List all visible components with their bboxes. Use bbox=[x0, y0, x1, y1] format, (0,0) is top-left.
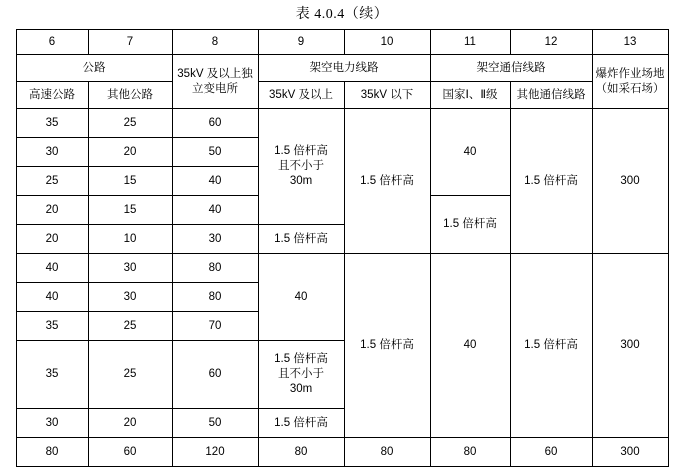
cell-comm-other-block1: 1.5 倍杆高 bbox=[510, 109, 592, 254]
cell-substation: 70 bbox=[172, 312, 258, 341]
col-number-9: 9 bbox=[258, 30, 344, 55]
header-comm-other: 其他通信线路 bbox=[510, 82, 592, 109]
cell-other-highway: 30 bbox=[88, 254, 172, 283]
cell-substation: 40 bbox=[172, 196, 258, 225]
cell-power-above-block4 bbox=[258, 341, 344, 409]
cell-expressway: 20 bbox=[16, 196, 88, 225]
cell-expressway: 20 bbox=[16, 225, 88, 254]
cell-power-above-last: 80 bbox=[258, 438, 344, 467]
power-above-line2: 且不小于 bbox=[278, 368, 324, 380]
cell-substation: 40 bbox=[172, 167, 258, 196]
cell-substation: 60 bbox=[172, 109, 258, 138]
cell-other-highway: 25 bbox=[88, 312, 172, 341]
cell-other-highway: 30 bbox=[88, 283, 172, 312]
cell-power-below-block2: 1.5 倍杆高 bbox=[344, 254, 430, 438]
header-expressway: 高速公路 bbox=[16, 82, 88, 109]
header-blasting: 爆炸作业场地（如采石场） bbox=[592, 55, 668, 109]
table-row bbox=[16, 109, 668, 138]
cell-other-highway: 25 bbox=[88, 109, 172, 138]
cell-other-highway: 20 bbox=[88, 138, 172, 167]
power-above-line3: 30m bbox=[289, 175, 313, 187]
cell-expressway: 30 bbox=[16, 409, 88, 438]
table-row-column-numbers bbox=[16, 30, 668, 55]
cell-power-below-block1: 1.5 倍杆高 bbox=[344, 109, 430, 254]
cell-other-highway: 15 bbox=[88, 167, 172, 196]
col-number-8: 8 bbox=[172, 30, 258, 55]
cell-other-highway: 20 bbox=[88, 409, 172, 438]
table-row bbox=[16, 438, 668, 467]
cell-substation: 80 bbox=[172, 283, 258, 312]
col-number-6: 6 bbox=[16, 30, 88, 55]
cell-expressway: 35 bbox=[16, 341, 88, 409]
cell-expressway: 40 bbox=[16, 283, 88, 312]
cell-substation: 50 bbox=[172, 138, 258, 167]
header-other-highway: 其他公路 bbox=[88, 82, 172, 109]
cell-substation: 120 bbox=[172, 438, 258, 467]
cell-other-highway: 60 bbox=[88, 438, 172, 467]
table-row bbox=[16, 254, 668, 283]
cell-comm-other-last: 60 bbox=[510, 438, 592, 467]
power-above-line1: 1.5 倍杆高 bbox=[274, 353, 328, 365]
cell-comm-national-block3: 40 bbox=[430, 254, 510, 438]
cell-blasting-block1: 300 bbox=[592, 109, 668, 254]
cell-expressway: 35 bbox=[16, 312, 88, 341]
cell-blasting-block2: 300 bbox=[592, 254, 668, 438]
cell-power-above-block5: 1.5 倍杆高 bbox=[258, 409, 344, 438]
col-number-10: 10 bbox=[344, 30, 430, 55]
data-table bbox=[16, 29, 669, 467]
cell-substation: 80 bbox=[172, 254, 258, 283]
cell-substation: 50 bbox=[172, 409, 258, 438]
cell-power-above-block1 bbox=[258, 109, 344, 225]
cell-other-highway: 15 bbox=[88, 196, 172, 225]
col-number-7: 7 bbox=[88, 30, 172, 55]
cell-substation: 60 bbox=[172, 341, 258, 409]
cell-power-above-block3: 40 bbox=[258, 254, 344, 341]
cell-other-highway: 10 bbox=[88, 225, 172, 254]
page-title: 表 4.0.4（续） bbox=[295, 7, 389, 22]
cell-expressway: 35 bbox=[16, 109, 88, 138]
power-above-line2: 且不小于 bbox=[278, 160, 324, 172]
cell-comm-national-block1: 40 bbox=[430, 109, 510, 196]
col-number-13: 13 bbox=[592, 30, 668, 55]
table-row-group-headers bbox=[16, 55, 668, 82]
cell-comm-national-block2: 1.5 倍杆高 bbox=[430, 196, 510, 254]
table-row-sub-headers-a bbox=[16, 82, 668, 109]
header-power-35-below: 35kV 以下 bbox=[344, 82, 430, 109]
header-comm-national: 国家Ⅰ、Ⅱ级 bbox=[430, 82, 510, 109]
cell-power-above-block2: 1.5 倍杆高 bbox=[258, 225, 344, 254]
header-overhead-comm: 架空通信线路 bbox=[430, 55, 592, 82]
cell-substation: 30 bbox=[172, 225, 258, 254]
header-highway: 公路 bbox=[16, 55, 172, 82]
cell-expressway: 80 bbox=[16, 438, 88, 467]
cell-comm-other-block2: 1.5 倍杆高 bbox=[510, 254, 592, 438]
col-number-12: 12 bbox=[510, 30, 592, 55]
cell-blasting-last: 300 bbox=[592, 438, 668, 467]
header-power-35-above: 35kV 及以上 bbox=[258, 82, 344, 109]
cell-expressway: 25 bbox=[16, 167, 88, 196]
col-number-11: 11 bbox=[430, 30, 510, 55]
power-above-line1: 1.5 倍杆高 bbox=[274, 145, 328, 157]
cell-comm-national-last: 80 bbox=[430, 438, 510, 467]
header-substation: 35kV 及以上独立变电所 bbox=[172, 55, 258, 109]
cell-power-below-last: 80 bbox=[344, 438, 430, 467]
cell-other-highway: 25 bbox=[88, 341, 172, 409]
power-above-line3: 30m bbox=[289, 383, 313, 395]
cell-expressway: 40 bbox=[16, 254, 88, 283]
header-overhead-power: 架空电力线路 bbox=[258, 55, 430, 82]
cell-expressway: 30 bbox=[16, 138, 88, 167]
